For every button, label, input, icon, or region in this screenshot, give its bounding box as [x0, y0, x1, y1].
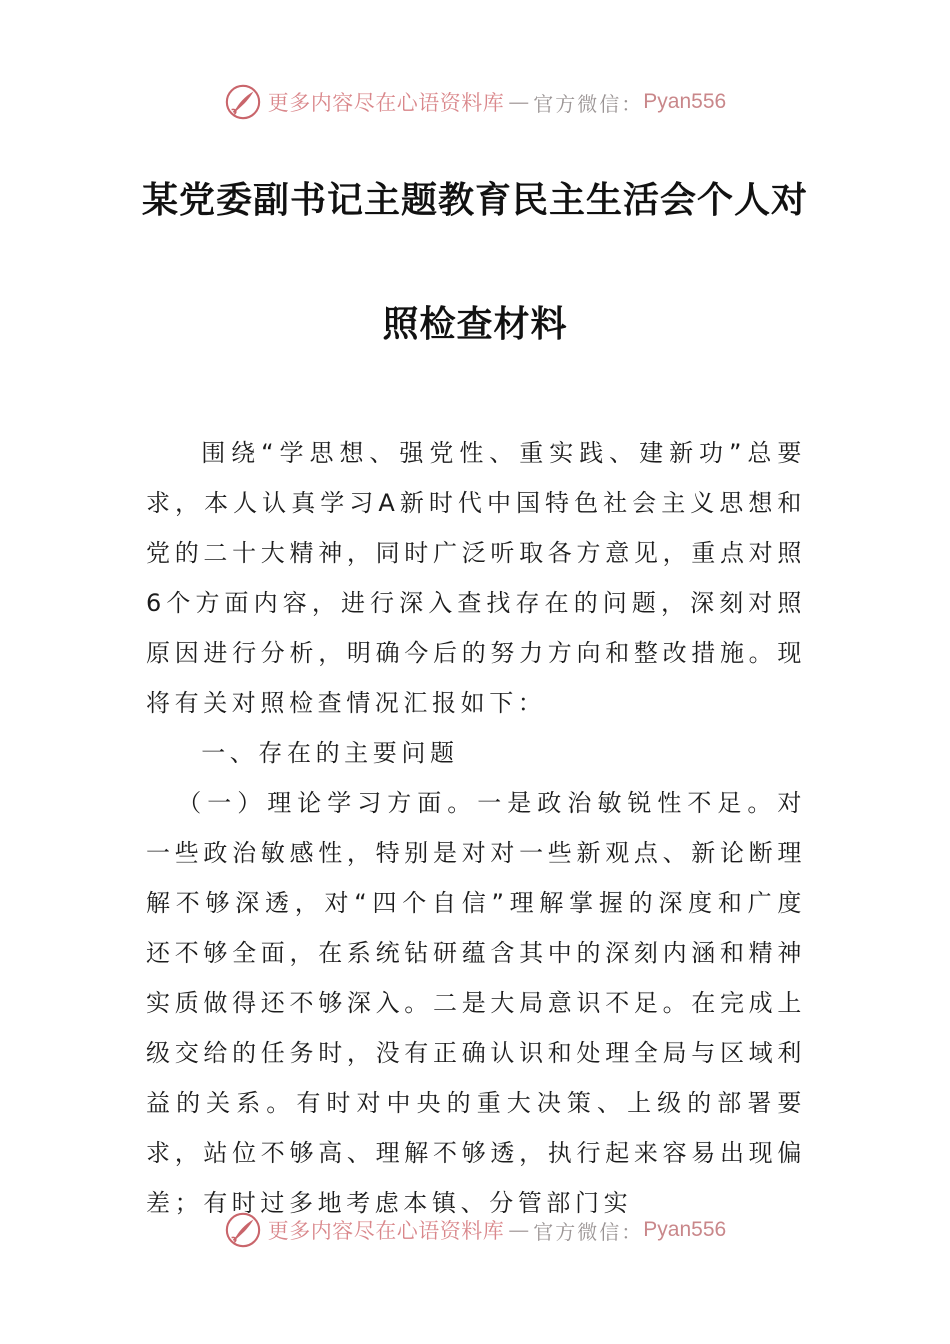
- watermark-official-label: 官方微信：: [533, 1219, 644, 1244]
- watermark-separator: —: [508, 90, 530, 114]
- section-heading: 一、存在的主要问题: [201, 739, 459, 767]
- watermark-wechat-id: Pyan556: [643, 90, 727, 113]
- watermark-banner-top: [0, 82, 950, 122]
- document-title-line2: 照检查材料: [382, 304, 568, 345]
- watermark-official-label: 官方微信：: [533, 91, 644, 116]
- intro-paragraph: 围绕“学思想、强党性、重实践、建新功”总要求，本人认真学习A新时代中国特色社会主义思想和党的二十大精神，同时广泛听取各方意见，重点对照6个方面内容，进行深入查找存在的问题，深刻对照原因进行分析，明确今后的努力方向和整改措施。现将有关对照检查情况汇报如下：: [146, 439, 806, 717]
- quill-logo-icon: [224, 1211, 262, 1249]
- document-title-line1: 某党委副书记主题教育民主生活会个人对: [141, 180, 808, 221]
- watermark-site-text: 更多内容尽在心语资料库: [267, 1219, 505, 1243]
- watermark-wechat-id: Pyan556: [643, 1218, 727, 1241]
- watermark-separator: —: [508, 1218, 530, 1242]
- watermark-site-text: 更多内容尽在心语资料库: [267, 91, 505, 115]
- document-body: [146, 428, 806, 1228]
- quill-logo-icon: [224, 83, 262, 121]
- watermark-banner-bottom: [0, 1210, 950, 1250]
- subsection-paragraph: （一）理论学习方面。一是政治敏锐性不足。对一些政治敏感性，特别是对对一些新观点、新论断理解不够深透，对“四个自信”理解掌握的深度和广度还不够全面，在系统钻研蕴含其中的深刻内涵和精神实质做得还不够深入。二是大局意识不足。在完成上级交给的任务时，没有正确认识和处理全局与区域利益的关系。有时对中央的重大决策、上级的部署要求，站位不够高、理解不够透，执行起来容易出现偏差；有时过多地考虑本镇、分管部门实: [146, 789, 806, 1217]
